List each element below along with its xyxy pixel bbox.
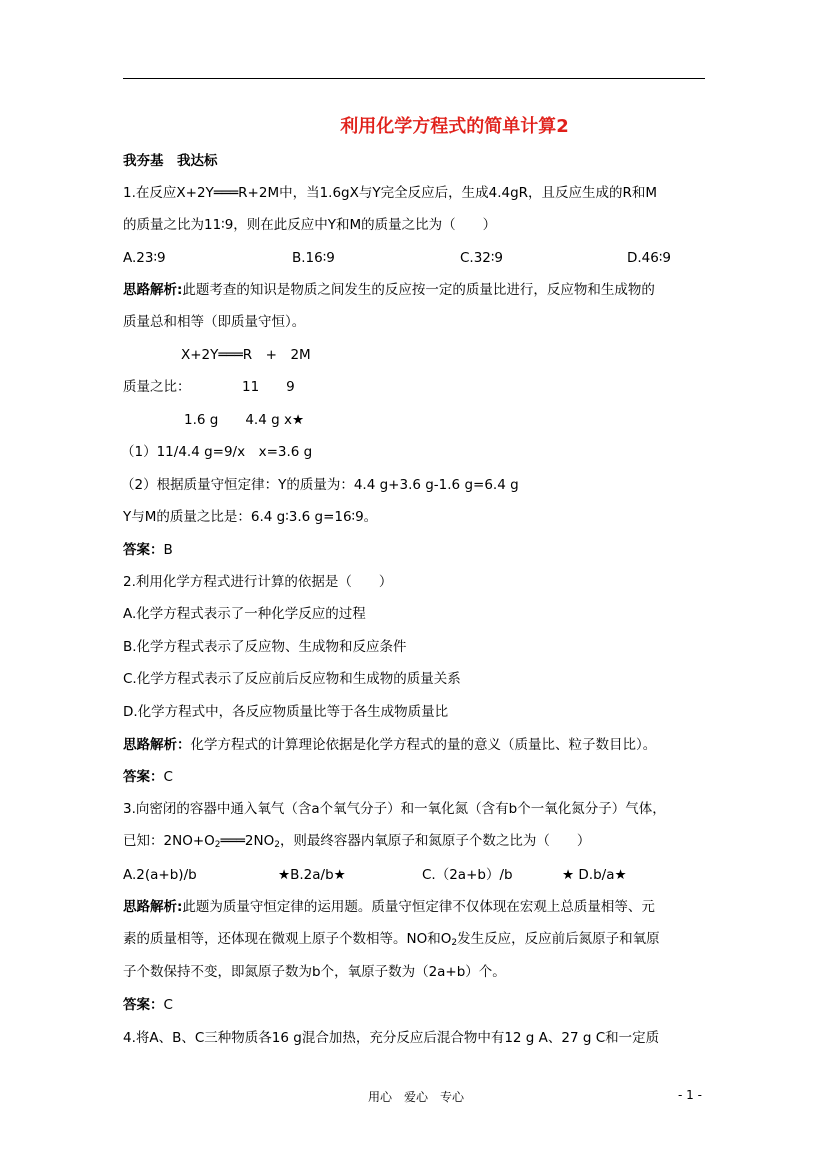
q1-answer: [123, 541, 173, 559]
q1-step1: （1）11/4.4 g=9/x x=3.6 g: [121, 444, 313, 460]
analysis-text: 此题考查的知识是物质之间发生的反应按一定的质量比进行，反应物和生成物的: [182, 282, 655, 298]
analysis-text: 化学方程式的计算理论依据是化学方程式的量的意义（质量比、粒子数目比）。: [190, 737, 657, 753]
q1-option-c: C.32∶9: [460, 250, 503, 266]
q3-answer: [123, 996, 173, 1014]
q2-option-c: C.化学方程式表示了反应前后反应物和生成物的质量关系: [123, 671, 461, 687]
q2-option-d: D.化学方程式中，各反应物质量比等于各生成物质量比: [123, 704, 449, 720]
q1-option-b: B.16∶9: [292, 250, 335, 266]
analysis-text: 素的质量相等，还体现在微观上原子个数相等。NO和O: [123, 931, 452, 947]
q3-analysis-line2: [123, 930, 660, 948]
answer-label: 答案：: [123, 769, 164, 785]
answer-value: B: [163, 542, 173, 558]
q3-eq-subscript: 2: [214, 840, 221, 850]
q2-option-b: B.化学方程式表示了反应物、生成物和反应条件: [123, 639, 407, 655]
page-number: - 1 -: [678, 1088, 702, 1102]
q1-masses: 1.6 g 4.4 g x★: [184, 412, 305, 428]
q3-eq-subscript: 2: [274, 840, 280, 850]
q3-option-b: ★B.2a/b★: [278, 867, 346, 883]
analysis-label: 思路解析:: [123, 282, 183, 298]
analysis-text: 发生反应，反应前后氮原子和氧原: [457, 931, 660, 947]
q3-eq-part: ═══2NO: [220, 833, 275, 849]
q1-option-d: D.46∶9: [627, 250, 671, 266]
q3-analysis-line3: 子个数保持不变，即氮原子数为b个，氧原子数为（2a+b）个。: [123, 964, 506, 980]
answer-label: 答案：: [123, 997, 164, 1013]
section-heading: 我夯基 我达标: [123, 153, 218, 169]
q3-option-a: A.2(a+b)/b: [123, 867, 197, 883]
answer-value: C: [163, 769, 173, 785]
analysis-subscript: 2: [451, 938, 458, 948]
q1-stem-line2: 的质量之比为11∶9，则在此反应中Y和M的质量之比为（ ）: [123, 217, 497, 233]
q1-analysis-line1: [123, 281, 655, 299]
header-rule: [123, 78, 705, 79]
q3-eq-part: 已知：2NO+O: [123, 833, 215, 849]
q2-stem: 2.利用化学方程式进行计算的依据是（ ）: [123, 574, 393, 590]
q2-answer: [123, 768, 173, 786]
q3-stem-line1: 3.向密闭的容器中通入氧气（含a个氧气分子）和一氧化氮（含有b个一氧化氮分子）气体，: [123, 801, 666, 817]
q1-analysis-line2: 质量总和相等（即质量守恒）。: [123, 314, 306, 330]
q1-equation: X+2Y═══R + 2M: [181, 347, 311, 363]
q1-ratio-values: 11 9: [242, 379, 295, 395]
analysis-label: 思路解析:: [123, 899, 183, 915]
footer-motto: 用心 爱心 专心: [368, 1090, 465, 1104]
q3-option-d: ★ D.b/a★: [562, 867, 627, 883]
q1-option-a: A.23∶9: [123, 250, 166, 266]
analysis-label: 思路解析：: [123, 737, 191, 753]
q1-step2: （2）根据质量守恒定律：Y的质量为：4.4 g+3.6 g-1.6 g=6.4 g: [121, 477, 519, 493]
document-title: 利用化学方程式的简单计算2: [340, 116, 569, 137]
q1-step3: Y与M的质量之比是：6.4 g∶3.6 g=16∶9。: [123, 509, 378, 525]
q4-stem-line1: 4.将A、B、C三种物质各16 g混合加热，充分反应后混合物中有12 g A、27 g C和一定质: [123, 1030, 660, 1046]
q3-stem-line2: [123, 832, 590, 850]
analysis-text: 此题为质量守恒定律的运用题。质量守恒定律不仅体现在宏观上总质量相等、元: [182, 899, 655, 915]
q2-analysis: [123, 736, 656, 754]
q3-option-c: C.（2a+b）/b: [422, 867, 513, 883]
q3-analysis-line1: [123, 898, 655, 916]
q3-stem-text: ，则最终容器内氧原子和氮原子个数之比为（ ）: [279, 833, 591, 849]
q1-ratio-label: 质量之比：: [123, 379, 191, 395]
answer-value: C: [163, 997, 173, 1013]
q2-option-a: A.化学方程式表示了一种化学反应的过程: [123, 606, 366, 622]
q1-stem-line1: 1.在反应X+2Y═══R+2M中，当1.6gX与Y完全反应后，生成4.4gR，且反应生成的R和M: [123, 185, 658, 201]
answer-label: 答案：: [123, 542, 164, 558]
